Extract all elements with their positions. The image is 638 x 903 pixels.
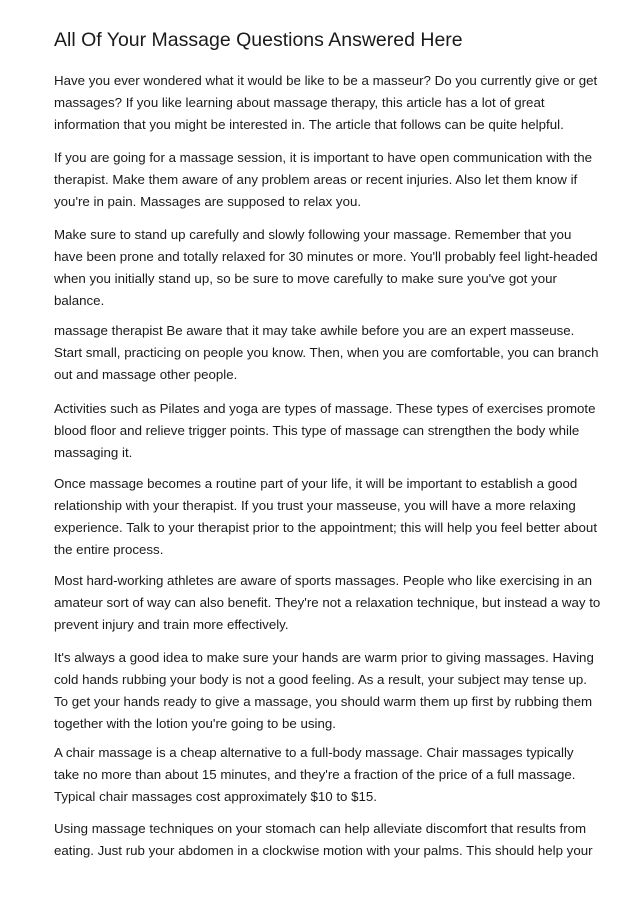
text-line: If you are going for a massage session, it is important to have open communication with the [54, 150, 593, 165]
text-line: relationship with your therapist. If you trust your masseuse, you will have a more relaxing [54, 498, 576, 513]
text-line: massages? If you like learning about massage therapy, this article has a lot of great [54, 95, 545, 110]
text-line: therapist. Make them aware of any problem areas or recent injuries. Also let them know if [54, 172, 578, 187]
paragraph [54, 70, 614, 136]
paragraph [54, 473, 614, 561]
paragraph [54, 570, 614, 636]
text-line: Most hard-working athletes are aware of sports massages. People who like exercising in an [54, 573, 593, 588]
text-line: the entire process. [54, 542, 164, 557]
text-line: balance. [54, 293, 105, 308]
paragraph [54, 147, 614, 213]
text-line: Make sure to stand up carefully and slowly following your massage. Remember that you [54, 227, 572, 242]
paragraph [54, 398, 614, 464]
text-line: when you initially stand up, so be sure to move carefully to make sure you've got your [54, 271, 557, 286]
paragraph [54, 647, 614, 735]
text-line: It's always a good idea to make sure your hands are warm prior to giving massages. Having [54, 650, 594, 665]
text-line: experience. Talk to your therapist prior to the appointment; this will help you feel better about [54, 520, 598, 535]
text-line: Typical chair massages cost approximately $10 to $15. [54, 789, 377, 804]
text-line: amateur sort of way can also benefit. They're not a relaxation technique, but instead a way to [54, 595, 601, 610]
text-line: A chair massage is a cheap alternative to a full-body massage. Chair massages typically [54, 745, 574, 760]
text-line: Using massage techniques on your stomach can help alleviate discomfort that results from [54, 821, 587, 836]
text-line: eating. Just rub your abdomen in a clockwise motion with your palms. This should help your [54, 843, 593, 858]
paragraph [54, 818, 614, 862]
page-title: All Of Your Massage Questions Answered Here [54, 29, 463, 51]
paragraph [54, 320, 614, 386]
text-line: together with the lotion you're going to be using. [54, 716, 336, 731]
text-line: blood floor and relieve trigger points. This type of massage can strengthen the body while [54, 423, 580, 438]
paragraph [54, 224, 614, 312]
text-line: out and massage other people. [54, 367, 238, 382]
paragraph [54, 742, 614, 808]
text-line: you're in pain. Massages are supposed to relax you. [54, 194, 362, 209]
text-line: To get your hands ready to give a massage, you should warm them up first by rubbing them [54, 694, 593, 709]
text-line: massaging it. [54, 445, 133, 460]
text-line: massage therapist Be aware that it may take awhile before you are an expert masseuse. [54, 323, 575, 338]
text-line: take no more than about 15 minutes, and they're a fraction of the price of a full massage. [54, 767, 576, 782]
text-line: Start small, practicing on people you know. Then, when you are comfortable, you can branch [54, 345, 599, 360]
text-line: Activities such as Pilates and yoga are types of massage. These types of exercises promote [54, 401, 596, 416]
text-line: information that you might be interested in. The article that follows can be quite helpful. [54, 117, 564, 132]
text-line: cold hands rubbing your body is not a good feeling. As a result, your subject may tense up. [54, 672, 587, 687]
text-line: Have you ever wondered what it would be like to be a masseur? Do you currently give or get [54, 73, 598, 88]
text-line: prevent injury and train more effectively. [54, 617, 289, 632]
text-line: Once massage becomes a routine part of your life, it will be important to establish a good [54, 476, 578, 491]
text-line: have been prone and totally relaxed for 30 minutes or more. You'll probably feel light-headed [54, 249, 598, 264]
